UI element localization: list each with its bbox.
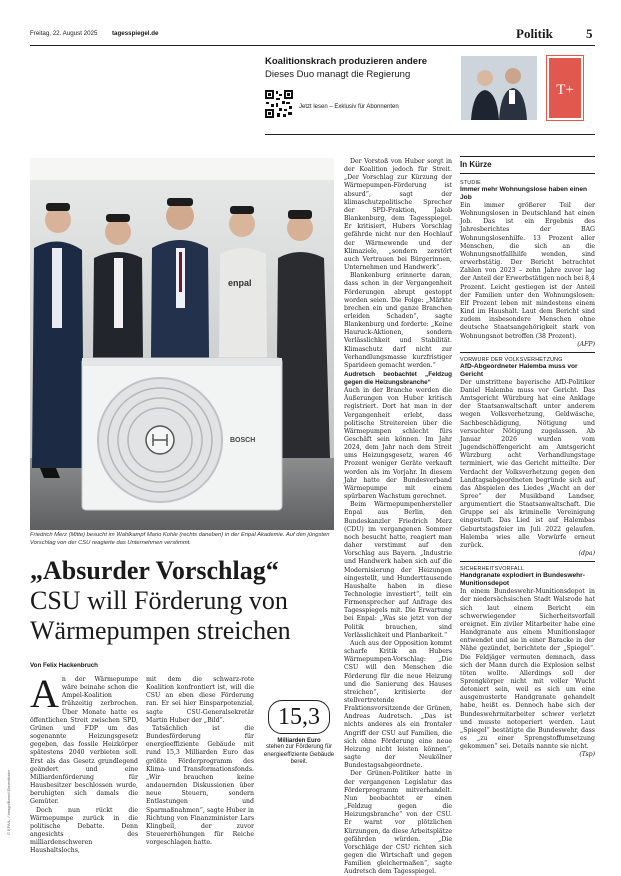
brief-text: Der umstrittene bayerische AfD-Politiker Daniel Halemba muss vor Gericht. Das Amtsgericht Würzburg hat eine Anklage der Staatsanwaltschaft unter anderem wegen Volksverhetzung, Geldwäsche, Sachbeschädigung, Nötigung und versuchter Nötigung zugelassen. Ab Januar 2026 wurden vom Jugendschöffengericht am Amtsgericht Würzburg acht Verhandlungstage terminiert, wie das Gericht mitteilte. Der Verdacht der Volksverhetzung gegen den Landtagsabgeordneten begründe sich auf das Abspielen des Liedes „Wacht an der Spree“ der Musikband Landser, argumentiert die Staatsanwaltschaft. Die Gruppe sei als kriminelle Vereinigung eingestuft. Das Lied ist auf Halembas Geburtstagsfeier im Juli 2022 gelaufen. Halemba wies alle Vorwürfe erneut zurück.: [460, 378, 595, 549]
section-name: Politik: [516, 26, 553, 41]
brief-source: (Tsp): [579, 751, 595, 759]
paragraph: Tatsächlich ist die Bundesförderung für energieeffiziente Gebäude mit rund 15,3 Milliarden Euro das größte Förderprogramm des Klima- und Transformationsfonds. „Wir brauchen keine andauernden Diskussionen über neue Steuern, sondern Entlastungen und Sparmaßnahmen“, sagte Huber in Richtung von Finanzminister Lars Klingbeil, der zuvor Steuererhöhungen für Reiche vorgeschlagen hatte.: [146, 724, 254, 847]
article-photo: [30, 158, 334, 530]
brief-headline: Handgranate explodiert in Bundeswehr-Munitionsdepot: [460, 572, 585, 588]
stat-value: 15,3: [268, 700, 330, 734]
brief-tag: STUDIE: [460, 180, 481, 186]
brief-item: [460, 180, 595, 349]
heatpump-brand: BOSCH: [230, 437, 256, 444]
shirt-brand: enpal: [228, 278, 252, 288]
brief-source: (AFP): [577, 340, 595, 348]
article-subhead: Audretsch beobachtet „Feldzug gegen die Heizungsbranche“: [344, 371, 452, 387]
page-header: [30, 26, 595, 44]
article-column-2: [146, 676, 254, 847]
article-title-line2: Wärmepumpen streichen: [30, 616, 291, 645]
paragraph: Blankenburg erinnerte daran, dass schon in der Vergangenheit Förderungen abrupt gestoppt worden seien. Die Folge: „Märkte brechen ein und ganze Branchen erleiden Schaden“, sagte Blankenburg und forderte: „Keine Hauruck-Aktionen, sondern Verlässlichkeit und Stabilität. Klimaschutz darf nicht zur Verhandlungsmasse kurzfristiger Sparideen gemacht werden.“: [344, 272, 452, 369]
photo-caption: Friedrich Merz (Mitte) besucht im Wahlkampf Mario Kohle (rechts daneben) in der Enpal Akademie. Auf den jüngsten Vorschlag von der CSU reagierte das Unternehmen verstimmt.: [30, 532, 330, 546]
header-site[interactable]: tagesspiegel.de: [112, 30, 159, 37]
paragraph: Der Grünen-Politiker hatte in der vergangenen Legislatur das Förderprogramm mitverhandelt. Nun beobachtet er einen „Feldzug gegen die Heizungsbranche“ von der CSU. Er warnt vor plötzlichen Kürzungen, da diese Arbeitsplätze gefährden würden. „Die Vorschläge der CSU richten sich gegen die Wirtschaft und gegen Familien gleichermaßen“, sagte Audretsch dem Tagesspiegel.: [344, 770, 452, 876]
paragraph: Auch aus der Opposition kommt scharfe Kritik an Hubers Wärmepumpen-Vorschlag: „Die CSU will den Menschen die Förderung für die neue Heizung und die Sanierung des Hauses streichen“, kritisierte der stellvertretende Fraktionsvorsitzende der Grünen, Andreas Audretsch. „Das ist nichts anderes als ein frontaler Angriff der CSU auf Familien, die sich ohne Förderung eine neue Heizung nicht leisten können“, sagte der Neukölner Bundestagsabgeordnete.: [344, 639, 452, 770]
sidebar-in-kuerze: [460, 156, 595, 856]
drop-cap: A: [30, 671, 59, 716]
paragraph: Doch nun rückt die Wärmepumpe zurück in die politische Debatte. Denn angesichts des milliardenschweren Haushaltslochs,: [30, 806, 138, 855]
photo-credit: © EPA/L. / Imago/Bernd Elmenthaler: [6, 770, 11, 835]
brief-item: [460, 566, 595, 759]
brief-headline: Immer mehr Wohnungslose haben einen Job: [460, 186, 588, 201]
tplus-logo[interactable]: T+: [547, 56, 583, 120]
qr-code[interactable]: [265, 90, 293, 118]
sidebar-divider: [460, 561, 595, 562]
sidebar-rule: [460, 173, 595, 174]
stat-text: stehen zur Förderung für energieeffiziente Gebäude bereit.: [263, 744, 335, 765]
sidebar-divider: [460, 352, 595, 353]
promo-photo: [461, 56, 537, 120]
stat-box: [262, 700, 336, 767]
article-byline: Von Felix Hackenbruch: [30, 662, 98, 669]
promo-rule: [265, 134, 595, 135]
brief-text: In einem Bundeswehr-Munitionsdepot in der niedersächsischen Stadt Walsrode hat sich laut einem Bericht ein schwerwiegender Sicherheitsvorfall ereignet. Ein ziviler Mitarbeiter habe eine Handgranate aus einem Munitionslager entwendet und sie in einer Baracke in der Nähe gezündet, berichtete der „Spiegel“. Die Feldjäger vermuten demnach, dass sich der Mann durch die Explosion selbst töten wollte. Allerdings soll der Sprengkörper nicht mit voller Wucht detoniert sein, weil es sich um eine ausgemusterte Handgranate gehandelt habe, heißt es. Dennoch habe sich der Bundeswehrmitarbeiter schwer verletzt und musste notoperiert werden. Laut „Spiegel“ bestätigte die Bundeswehr, dass es „zu einer Sprengstoffumsetzung gekommen“ sei. Details nannte sie nicht.: [460, 588, 595, 751]
article-kicker: „Absurder Vorschlag“: [30, 556, 279, 585]
paragraph: n der Wärmepumpe wäre beinahe schon die Ampel-Koalition frühzeitig zerbrochen. Über Monate hatte es öffentlichen Streit zwischen SPD, Grünen und FDP um das sogenannte Heizungsgesetz gegeben, das fossile Heizkörper spätestens 2040 verbieten soll. Erst als das Gesetz grundlegend geändert und eine Milliardenförderung für Hausbesitzer beschlossen wurde, beruhigten sich damals die Gemüter.: [30, 676, 138, 806]
paragraph: Der Vorstoß von Huber sorgt in der Koalition jedoch für Streit. „Der Vorschlag zur Kürzung der Wärmepumpen-Förderung ist absurd“, sagt der klimaschutzpolitische Sprecher der SPD-Fraktion, Jakob Blankenburg, dem Tagesspiegel. Er kritisiert, Hubers Vorschlag gefährde nicht nur den Hochlauf der Wärmewende und der Klimaziele, „sondern zerstört auch Vertrauen bei Bürgerinnen, Unternehmen und Handwerk“.: [344, 158, 452, 272]
header-date: Freitag, 22. August 2025: [30, 30, 98, 37]
brief-source: (dpa): [578, 550, 595, 558]
brief-headline: AfD-Abgeordneter Halemba muss vor Gericht: [460, 362, 578, 378]
paragraph: Auch in der Branche werden die Äußerungen von Huber kritisch registriert. Dort hat man in der Vergangenheit erlebt, dass politische Streitereien über die Wärmepumpen schlecht fürs Geschäft sein können. Im Jahr 2024, dem Jahr nach dem Streit ums Heizungsgesetz, waren 46 Prozent weniger Geräte verkauft worden als im Vorjahr. In diesem Jahr hatte der Bundesverband Wärmepumpe mit einem spürbaren Wachstum gerechnet.: [344, 387, 452, 501]
header-rule: [30, 45, 595, 46]
promo-box[interactable]: [265, 52, 595, 132]
promo-subline: Dieses Duo managt die Regierung: [265, 69, 411, 80]
brief-tag: SICHERHEITSVORFALL: [460, 566, 525, 573]
paragraph: mit dem die schwarz-rote Koalition konfrontiert ist, will die CSU an eben diese Förderung ran. Er sei hier Einsparpotenzial, sagte CSU-Generalsekretär Martin Huber der „Bild“.: [146, 676, 254, 724]
page-number: 5: [586, 26, 593, 41]
promo-headline: Koalitionskrach produzieren andere: [265, 56, 428, 67]
promo-qr-text: Jetzt lesen – Exklusiv für Abonnenten: [299, 104, 399, 110]
article-title-line1: CSU will Förderung von: [30, 586, 288, 615]
article-column-1: [30, 671, 138, 855]
sidebar-title: In Kürze: [460, 156, 595, 169]
brief-tag: VORWURF DER VOLKSVERHETZUNG: [460, 356, 563, 363]
brief-item: [460, 357, 595, 558]
paragraph: Beim Wärmepumpenhersteller Enpal aus Berlin, den Bundeskanzler Friedrich Merz (CDU) im vergangenen Sommer noch besucht hatte, reagiert man daher verstimmt auf den Vorschlag aus Bayern. „Industrie und Handwerk haben sich auf die Modernisierung der Heizungen eingestellt, und Hunderttausende Haushalte haben in diese Technologie investiert“, teilt ein Firmensprecher auf Anfrage des Tagesspiegels mit. Die Erwartung bei Enpal: „Was sie jetzt von der Politik brauchen, sind Verlässlichkeit und Planbarkeit.“: [344, 501, 452, 639]
article-column-3: [344, 158, 452, 876]
brief-text: Ein immer größerer Teil der Wohnungslosen in Deutschland hat einen Job. Das ist ein Ergebnis des Jahresberichtes der BAG Wohnungslosenhilfe. 13 Prozent aller Menschen, die sich an die Wohnungsnotfallhilfe wenden, sind erwerbstätig. Der Bericht betrachtet Zahlen von 2023 – zehn Jahre zuvor lag der Anteil der Erwerbstätigen noch bei 8,4 Prozent. Leicht gestiegen ist der Anteil der Familien unter den Wohnungslosen: Elf Prozent leben mit mindestens einem Kind im Haushalt. Laut dem Bericht sind zudem insbesondere Menschen ohne deutsche Staatsangehörigkeit stark von Wohnungsnot betroffen (38 Prozent).: [460, 202, 595, 340]
stat-label: Milliarden Euro: [277, 738, 321, 744]
